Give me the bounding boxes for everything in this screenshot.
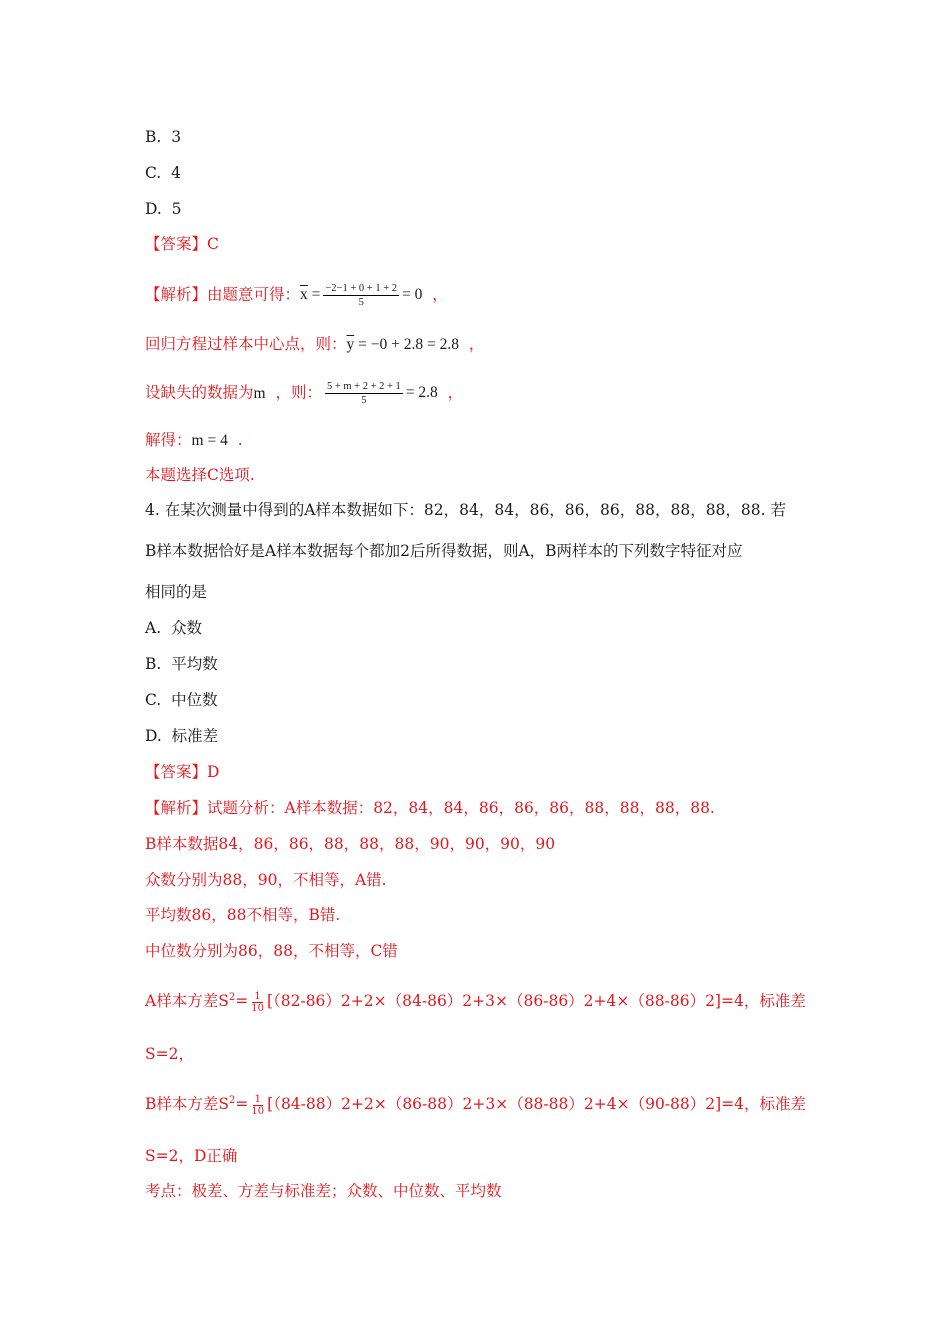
- fraction-denominator: 10: [251, 1105, 265, 1117]
- fraction-numerator: 5 + m + 2 + 2 + 1: [326, 381, 401, 392]
- fraction: [251, 991, 264, 1014]
- fraction-denominator: 5: [358, 297, 364, 308]
- option-letter: D.: [145, 200, 162, 218]
- variance-s: S: [218, 1095, 230, 1114]
- analysis-line-2: B样本数据84，86，86，88，88，88，90，90，90，90: [145, 835, 556, 853]
- punctuation: ，: [447, 383, 464, 402]
- formula-result: = 0: [402, 286, 423, 304]
- fraction: [251, 1094, 264, 1117]
- fraction-denominator: 10: [251, 1002, 264, 1014]
- solution-formula: m = 4: [191, 432, 228, 449]
- analysis-prefix: 【解析】由题意可得：: [145, 285, 301, 304]
- option-c: [145, 690, 218, 710]
- fraction-numerator: −2−1 + 0 + 1 + 2: [325, 283, 397, 294]
- option-d: [145, 199, 182, 219]
- option-a: [145, 618, 202, 638]
- analysis-text: B样本方差: [145, 1095, 219, 1114]
- analysis-line-5: 本题选择C选项.: [145, 466, 255, 484]
- mean-formula: $\overline{x}$ = $\frac{-2-1 + 0 + 1 + 2}{5}$ = 0: [300, 283, 423, 308]
- analysis-line-3: [145, 380, 463, 407]
- superscript: 2: [229, 1095, 236, 1106]
- formula-result: = 2.8: [405, 384, 438, 402]
- option-text: 4: [171, 164, 181, 182]
- answer-label: 【答案】C: [145, 235, 219, 253]
- analysis-line-4: 平均数86，88不相等，B错.: [145, 906, 341, 924]
- answer-label: 【答案】D: [145, 763, 220, 781]
- analysis-text: 设缺失的数据为: [145, 383, 254, 402]
- regression-formula: [347, 335, 459, 355]
- question-stem-line-2: B样本数据恰好是A样本数据每个都加2后所得数据，则A，B两样本的下列数字特征对应: [145, 542, 743, 560]
- option-letter: B.: [145, 655, 162, 673]
- option-letter: A.: [145, 619, 162, 637]
- variance-s: S: [218, 992, 229, 1011]
- analysis-line-8: [145, 1091, 806, 1117]
- option-text: 中位数: [171, 691, 218, 709]
- fraction-numerator: 1: [254, 1093, 261, 1105]
- analysis-line-3: 众数分别为88，90，不相等，A错.: [145, 871, 387, 889]
- analysis-text: [（82-86）2+2×（84-86）2+3×（86-86）2+4×（88-86）2]=4，标准差: [266, 992, 806, 1011]
- variance-symbol: [218, 992, 248, 1010]
- option-text: 标准差: [171, 727, 219, 745]
- variable-m: m: [253, 384, 266, 402]
- superscript: 2: [228, 992, 236, 1003]
- analysis-line-1: [145, 282, 448, 309]
- analysis-line-4: [145, 430, 243, 451]
- option-b: [145, 654, 218, 674]
- option-text: 众数: [170, 619, 202, 637]
- variance-symbol: [218, 1095, 248, 1113]
- analysis-text: 解得：: [145, 431, 192, 449]
- option-c: [145, 163, 181, 183]
- knowledge-point: 考点：极差、方差与标准差；众数、中位数、平均数: [145, 1182, 502, 1200]
- analysis-line-9: S=2，D正确: [145, 1147, 238, 1165]
- analysis-text: 回归方程过样本中心点，则：: [145, 335, 347, 353]
- option-text: 平均数: [171, 655, 218, 673]
- formula-expression: = −0 + 2.8 = 2.8: [358, 336, 459, 353]
- analysis-text: ，则：: [275, 383, 322, 402]
- x-bar: $\overline{x}$: [300, 286, 308, 304]
- equals-sign: =: [235, 992, 249, 1011]
- punctuation: ，: [432, 285, 448, 304]
- equals-sign: =: [235, 1095, 249, 1114]
- analysis-line-1: 【解析】试题分析：A样本数据：82，84，84，86，86，86，88，88，88，88.: [145, 799, 715, 817]
- y-bar: $\overline{y}$: [346, 336, 355, 353]
- analysis-line-2: [145, 334, 484, 355]
- question-stem-line-1: 4. 在某次测量中得到的A样本数据如下：82，84，84，86，86，86，88，88，88，88. 若: [145, 501, 786, 519]
- option-text: 5: [171, 200, 182, 218]
- missing-value-formula: [322, 380, 438, 407]
- option-letter: C.: [145, 164, 162, 182]
- option-letter: B.: [145, 128, 162, 146]
- option-b: [145, 127, 181, 147]
- option-d: [145, 726, 218, 746]
- punctuation: ，: [468, 335, 485, 353]
- analysis-line-6: [145, 988, 806, 1014]
- option-letter: C.: [145, 691, 162, 709]
- analysis-line-7: S=2，: [145, 1045, 194, 1063]
- analysis-line-5: 中位数分别为86，88，不相等，C错: [145, 942, 398, 960]
- fraction-numerator: 1: [254, 990, 261, 1002]
- option-text: 3: [171, 128, 182, 146]
- option-letter: D.: [145, 727, 162, 745]
- fraction-denominator: 5: [361, 395, 367, 406]
- question-stem-line-3: 相同的是: [145, 583, 208, 601]
- analysis-text: [（84-88）2+2×（86-88）2+3×（88-88）2+4×（90-88）2]=4，标准差: [267, 1095, 807, 1114]
- analysis-text: A样本方差: [145, 992, 219, 1011]
- punctuation: .: [237, 431, 243, 449]
